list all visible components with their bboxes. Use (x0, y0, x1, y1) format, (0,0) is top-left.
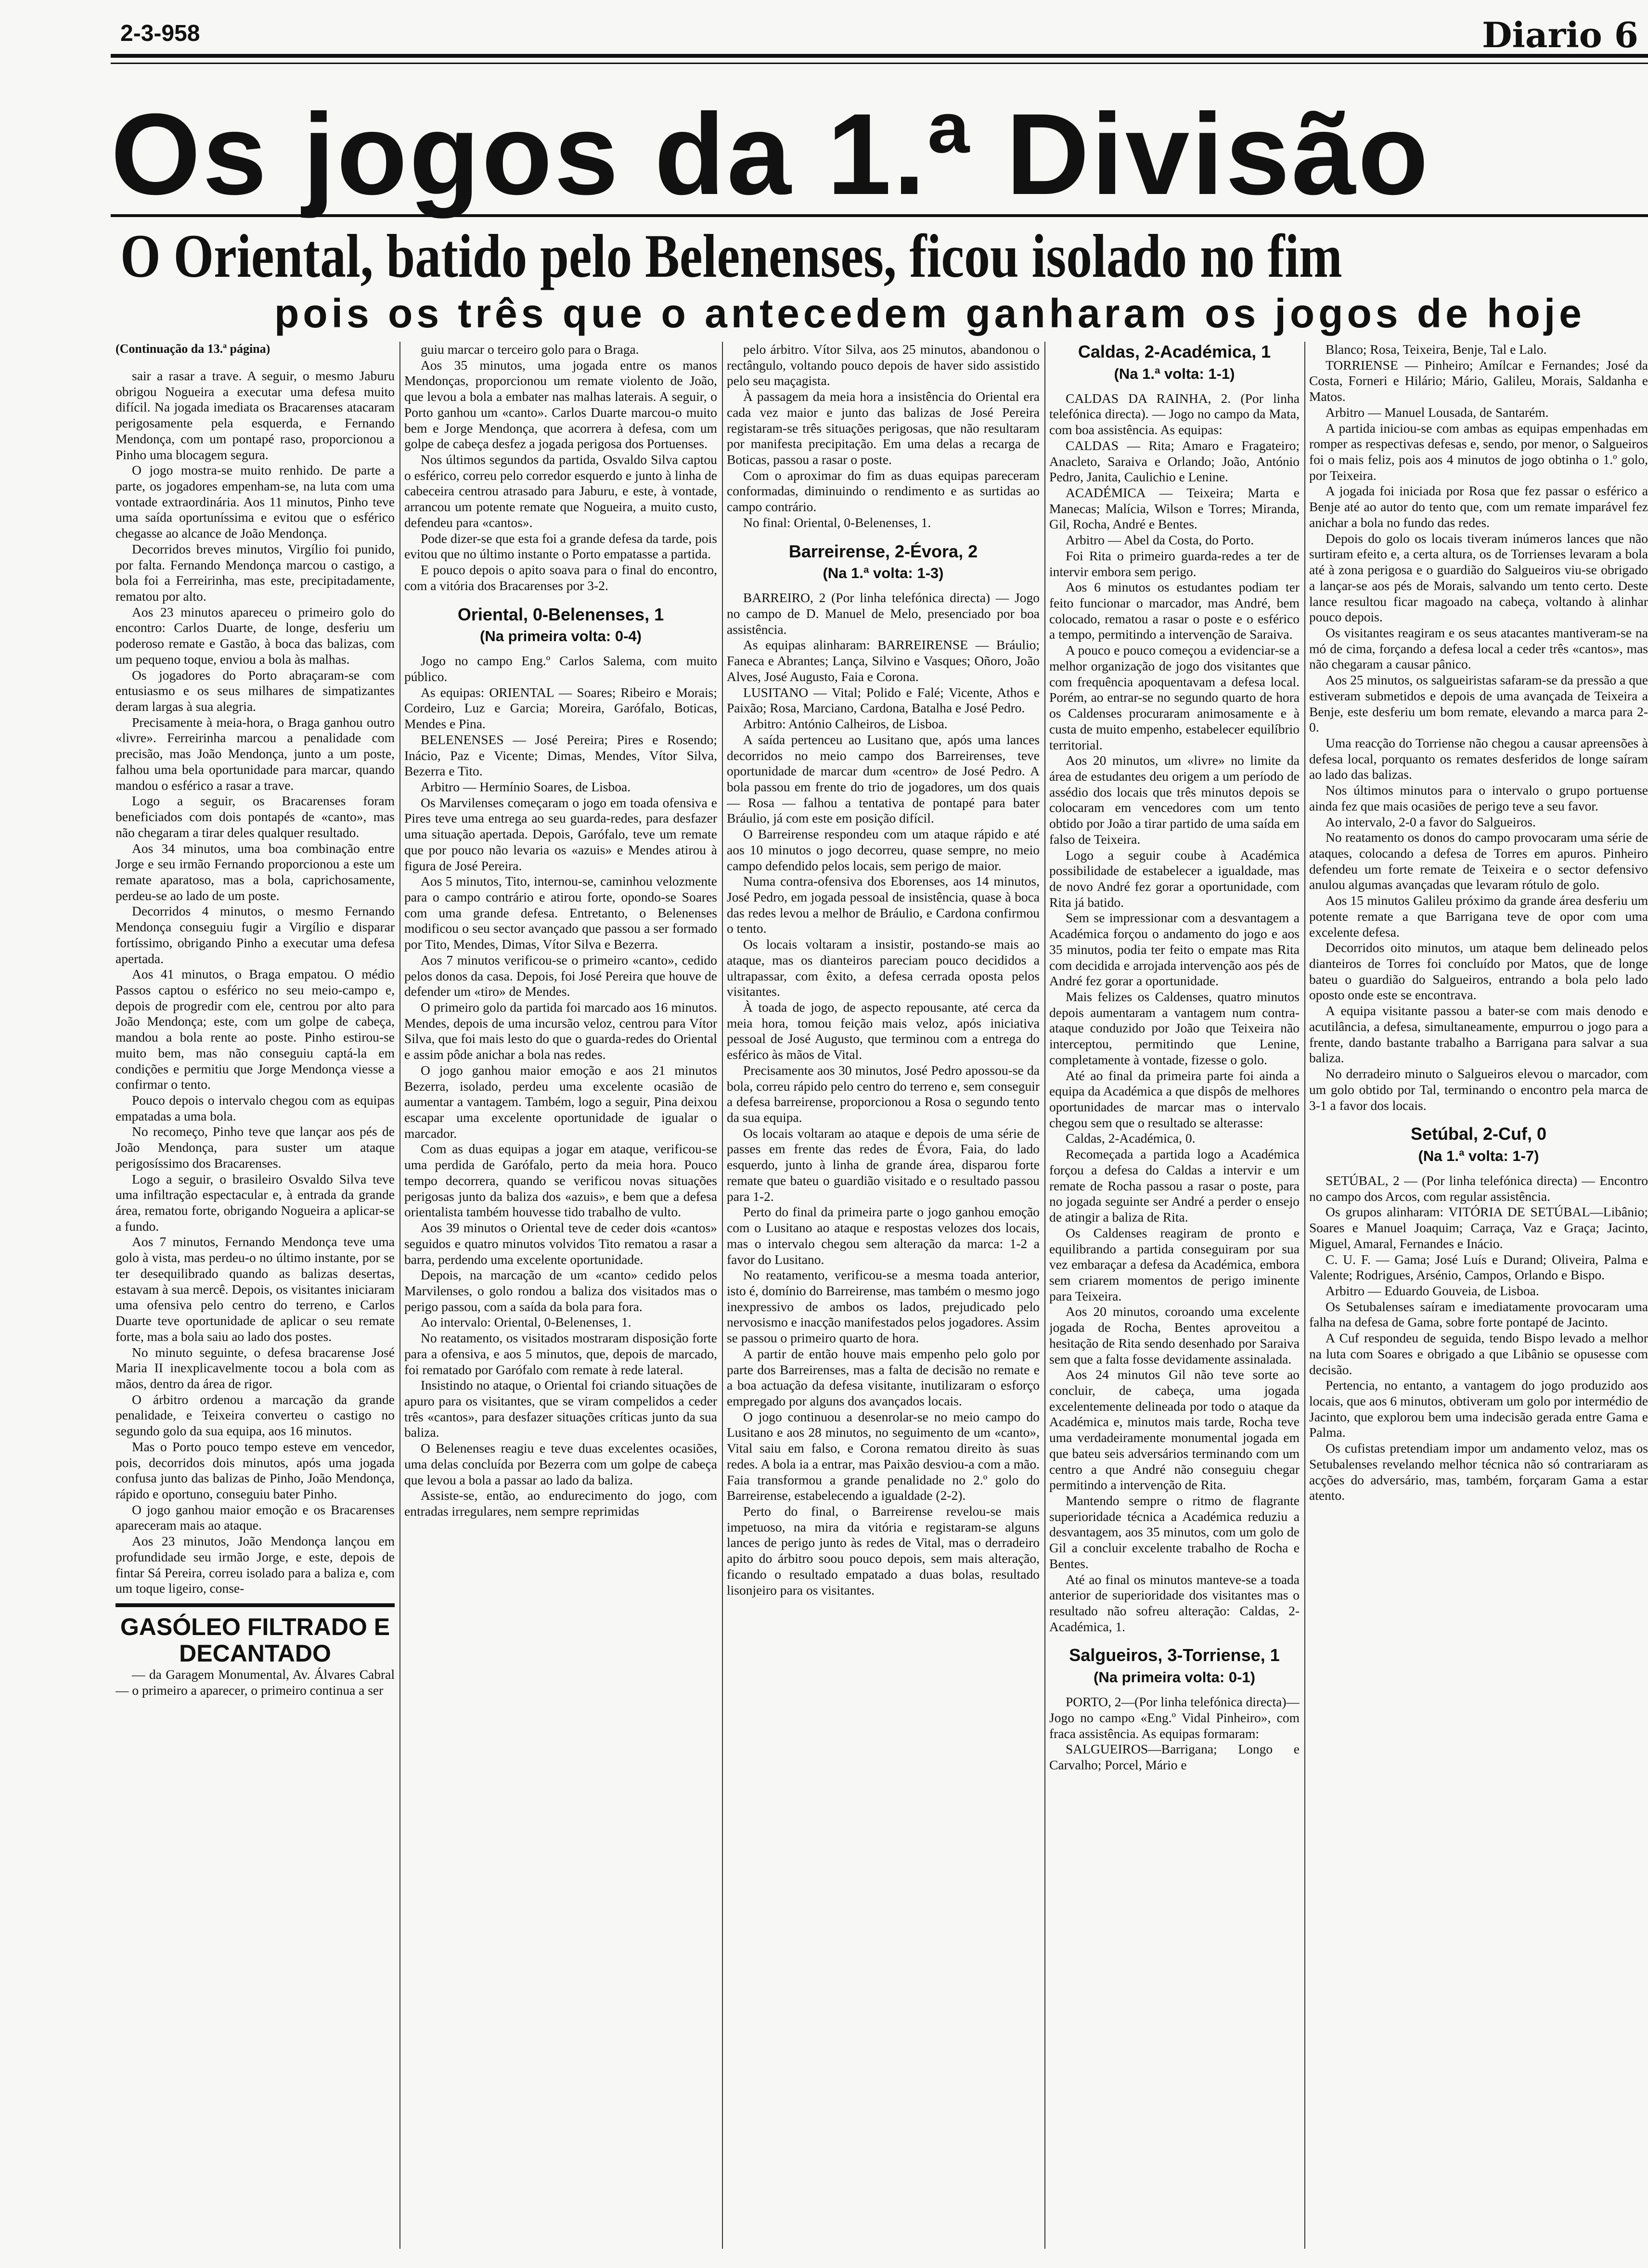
game-title: Barreirense, 2-Évora, 2 (788, 541, 978, 561)
paragraph: O Barreirense respondeu com um ataque rápido e até aos 10 minutos o jogo decorreu, quase sempre, no meio campo defendido pelos locais, sem perigo de maior. (727, 826, 1040, 873)
paragraph: Arbitro — Abel da Costa, do Porto. (1066, 532, 1254, 548)
column-divider (722, 342, 723, 2249)
paragraph: Aos 41 minutos, o Braga empatou. O médio Passos captou o esférico no seu meio-campo e, depois de progredir com ele, centrou por alto para João Mendonça; este, com um golpe de cabeça, mandou a bola rente ao poste. Pinho estirou-se muito bem, mas não conseguiu captá-la em condições e permitiu que Jorge Mendonça viesse a confirmar o tento. (116, 966, 395, 1092)
paragraph: Aos 35 minutos, uma jogada entre os manos Mendonças, proporcionou um remate violento de João, que levou a bola a embater nas malhas laterais. A seguir, o Porto ganhou um «canto». Carlos Duarte marcou-o muito bem e Jorge Mendonça, que acorrera à defesa, com um golpe de cabeça desfez a jogada perigosa dos Portuenses. (404, 357, 717, 451)
paragraph: CALDAS — Rita; Amaro e Fragateiro; Anacleto, Saraiva e Orlando; João, António Pedro, Janita, Caulichio e Lenine. (1049, 438, 1300, 485)
paragraph: Pode dizer-se que esta foi a grande defesa da tarde, pois evitou que no último instante o Porto empatasse a partida. (404, 530, 717, 562)
game-title: Oriental, 0-Belenenses, 1 (457, 604, 664, 624)
column-3 (727, 342, 1040, 2249)
header-rule (111, 54, 1648, 58)
paragraph: O Belenenses reagiu e teve duas excelentes ocasiões, uma delas concluída por Bezerra com um golpe de cabeça que levou a bola a passar ao lado da baliza. (404, 1441, 717, 1487)
paragraph: Decorridos breves minutos, Virgílio foi punido, por falta. Fernando Mendonça marcou o castigo, a bola foi a Ferreirinha, mas este, precipitadamente, rematou por alto. (116, 541, 395, 604)
paragraph: À passagem da meia hora a insistência do Oriental era cada vez maior e junto das balizas de José Pereira registaram-se três situações perigosas, que não resultaram por manifesta precipitação. Em uma delas a recarga de Boticas, passou a rasar o poste. (727, 389, 1040, 467)
paragraph: O árbitro ordenou a marcação da grande penalidade, e Teixeira converteu o castigo no segundo golo da sua equipa, aos 16 minutos. (116, 1392, 395, 1439)
paragraph: guiu marcar o terceiro golo para o Braga. (421, 342, 639, 357)
paragraph: Decorridos oito minutos, um ataque bem delineado pelos dianteiros de Torres foi concluído por Matos, que de longe bateu o guardião do Salgueiros, entrando a bola pelo lado oposto onde este se encontrava. (1309, 940, 1648, 1003)
paragraph: Nos últimos segundos da partida, Osvaldo Silva captou o esférico, correu pelo corredor esquerdo e junto à linha de cabeceira centrou atrasado para Jaburu, e este, à vontade, arrancou um potente remate que Nogueira, a muito custo, defendeu para «cantos». (404, 452, 717, 530)
header-rule-thin (111, 63, 1648, 64)
article-body (404, 653, 717, 1520)
paragraph: pelo árbitro. Vítor Silva, aos 25 minutos, abandonou o rectângulo, voltando pouco depois de haver sido assistido pelo seu maçagista. (727, 342, 1040, 388)
paragraph: No minuto seguinte, o defesa bracarense José Maria II inexplicavelmente tocou a bola com as mãos, dentro da área de rigor. (116, 1344, 395, 1391)
paragraph: Precisamente à meia-hora, o Braga ganhou outro «livre». Ferreirinha marcou a penalidade com precisão, mas João Mendonça, junto a um poste, falhou uma bela oportunidade para marcar, quando mandou o esférico a rasar a trave. (116, 714, 395, 793)
paragraph: Os grupos alinharam: VITÓRIA DE SETÚBAL—Libânio; Soares e Manuel Joaquim; Carraça, Vaz e Graça; Jacinto, Miguel, Amaral, Fernandes e Inácio. (1309, 1204, 1648, 1251)
paragraph: LUSITANO — Vital; Polido e Falé; Vicente, Athos e Paixão; Rosa, Marciano, Cardona, Batalha e José Pedro. (727, 684, 1040, 716)
paragraph: C. U. F. — Gama; José Luís e Durand; Oliveira, Palma e Valente; Rodrigues, Arsénio, Campos, Orlando e Bispo. (1309, 1251, 1648, 1283)
paragraph: SALGUEIROS—Barrigana; Longo e Carvalho; Porcel, Mário e (1049, 1741, 1300, 1773)
paragraph: Jogo no campo Eng.º Carlos Salema, com muito público. (404, 653, 717, 684)
paragraph: Aos 6 minutos os estudantes podiam ter feito funcionar o marcador, mas André, bem colocado, rematou a rasar o poste e o esférico a tempo, permitindo a intervenção de Saraiva. (1049, 580, 1300, 642)
paragraph: A Cuf respondeu de seguida, tendo Bispo levado a melhor na luta com Soares e obrigado a que Libânio se opusesse com decisão. (1309, 1330, 1648, 1377)
headline: Os jogos da 1.ª Divisão (111, 90, 1430, 219)
article-body (727, 342, 1040, 531)
paragraph: Mais felizes os Caldenses, quatro minutos depois aumentaram a vantagem num contra-ataque conduzido por João que Teixeira não interceptou, permitindo que Lenine, completamente à vontade, fizesse o golo. (1049, 989, 1300, 1067)
paragraph: Blanco; Rosa, Teixeira, Benje, Tal e Lalo. (1326, 342, 1547, 357)
paragraph: Aos 20 minutos, um «livre» no limite da área de estudantes deu origem a um período de assédio dos locais que três minutos depois se colocaram em vencedores com um tento obtido por João a tirar partido de uma saída em falso de Teixeira. (1049, 753, 1300, 847)
page-date: 2-3-958 (120, 21, 200, 46)
subheadline: O Oriental, batido pelo Belenenses, ficou isolado no fim (120, 222, 1342, 290)
paragraph: Aos 23 minutos, João Mendonça lançou em profundidade seu irmão Jorge, e este, depois de fintar Sá Pereira, correu isolado para a baliza e, com um toque ligeiro, conse- (116, 1533, 395, 1596)
paragraph: Arbitro — Hermínio Soares, de Lisboa. (421, 779, 631, 794)
column-divider (399, 342, 400, 2249)
paragraph: TORRIENSE — Pinheiro; Amílcar e Fernandes; José da Costa, Forneri e Hilário; Mário, Galileu, Morais, Saldanha e Matos. (1309, 357, 1648, 404)
paragraph: Caldas, 2-Académica, 0. (1066, 1131, 1196, 1146)
paragraph: A pouco e pouco começou a evidenciar-se a melhor organização de jogo dos visitantes que com frequência apoquentavam a defesa local. Porém, ao entrar-se no segundo quarto de hora os Caldenses procuraram animosamente e à custa de muito empenho, estabelecer equilíbrio territorial. (1049, 643, 1300, 752)
paragraph: Depois do golo os locais tiveram inúmeros lances que não surtiram efeito e, a certa altura, os de Torrienses levaram a bola até à zona perigosa e o guardião do Salgueiros viu-se obrigado a lançar-se aos pés de Morais, salvando um tento certo. Deste lance resultou ficar magoado na cabeça, voltando à alinhar pouco depois. (1309, 530, 1648, 625)
paragraph: Aos 7 minutos verificou-se o primeiro «canto», cedido pelos donos da casa. Depois, foi José Pereira que houve de defender um «tiro» de Mendes. (404, 952, 717, 999)
paragraph: Numa contra-ofensiva dos Eborenses, aos 14 minutos, José Pedro, em jogada pessoal de insistência, quase à boca das redes levou a melhor de Bráulio, e Cardona confirmou o tento. (727, 874, 1040, 936)
article-body (1049, 1694, 1300, 1773)
paragraph: Arbitro: António Calheiros, de Lisboa. (743, 716, 948, 732)
paragraph: E pouco depois o apito soava para o final do encontro, com a vitória dos Bracarenses por 3-2. (404, 562, 717, 593)
paragraph: Com as duas equipas a jogar em ataque, verificou-se uma perdida de Garófalo, perto da meia hora. Pouco tempo decorrera, quando se verificou novas situações perigosas junto da baliza dos «azuis», e bem que a defesa orientalista também houvesse tido trabalho de vulto. (404, 1141, 717, 1220)
paragraph: Assiste-se, então, ao endurecimento do jogo, com entradas irregulares, nem sempre reprimidas (404, 1488, 717, 1519)
paragraph: A jogada foi iniciada por Rosa que fez passar o esférico a Benje até ao autor do tento que, com um remate imparável fez anichar a bola no fundo das redes. (1309, 483, 1648, 530)
paragraph: Aos 39 minutos o Oriental teve de ceder dois «cantos» seguidos e quatro minutos volvidos Tito rematou a rasar a barra, perdendo uma excelente oportunidade. (404, 1220, 717, 1267)
paragraph: A equipa visitante passou a bater-se com mais denodo e acutilância, a defesa, simultaneamente, empurrou o jogo para a frente, dando bastante trabalho a Barrigana para salvar a sua baliza. (1309, 1003, 1648, 1066)
paragraph: PORTO, 2—(Por linha telefónica directa)—Jogo no campo «Eng.º Vidal Pinheiro», com fraca assistência. As equipas formaram: (1049, 1694, 1300, 1741)
advertisement-text: — da Garagem Monumental, Av. Álvares Cabral — o primeiro a aparecer, o primeiro continua a ser (116, 1667, 395, 1698)
paragraph: As equipas: ORIENTAL — Soares; Ribeiro e Morais; Cordeiro, Luz e Garcia; Moreira, Garófalo, Boticas, Mendes e Pina. (404, 684, 717, 732)
paragraph: Aos 7 minutos, Fernando Mendonça teve uma golo à vista, mas perdeu-o no último instante, por se ter desequilibrado quando as balizas desertas, estavam à sua mercê. Depois, os visitantes iniciaram uma ofensiva pelo centro do terreno, e Carlos Duarte teve oportunidade de aplicar o seu remate forte, mas a bola saiu ao lado dos postes. (116, 1234, 395, 1344)
newspaper-name: Diario 6 (1482, 14, 1638, 55)
paragraph: SETÚBAL, 2 — (Por linha telefónica directa) — Encontro no campo dos Arcos, com regular assistência. (1309, 1173, 1648, 1204)
paragraph: A partir de então houve mais empenho pelo golo por parte dos Barreirenses, mas a falta de decisão no remate e a boa actuação da defesa visitante, inutilizaram o esforço empregado por alguns dos avançados locais. (727, 1346, 1040, 1408)
paragraph: No reatamento, verificou-se a mesma toada anterior, isto é, domínio do Barreirense, mas também o mesmo jogo inexpressivo de ambos os lados, prejudicado pelo nervosismo e inacção manifestados pelos jogadores. Assim se passou o primeiro quarto de hora. (727, 1267, 1040, 1346)
paragraph: A saída pertenceu ao Lusitano que, após uma lances decorridos no meio campo dos Barreirenses, teve oportunidade de marcar dum «centro» de José Pedro. A bola passou em frente do trio de jogadores, um dos quais — Rosa — falhou a tentativa de pontapé para bater Bráulio, já com este em posição difícil. (727, 732, 1040, 826)
paragraph: Até ao final os minutos manteve-se a toada anterior de superioridade dos visitantes mas o resultado não sofreu alteração: Caldas, 2-Académica, 1. (1049, 1572, 1300, 1634)
paragraph: Aos 25 minutos, os salgueiristas safaram-se da pressão a que estiveram submetidos e depois de uma avançada de Teixeira a Benje, este desferiu um bom remate, elevando a marca para 2-0. (1309, 672, 1648, 735)
game-first-leg: (Na primeira volta: 0-4) (480, 628, 642, 645)
article-body (1309, 1173, 1648, 1504)
game-first-leg: (Na 1.ª volta: 1-1) (1114, 365, 1235, 382)
paragraph: Foi Rita o primeiro guarda-redes a ter de intervir embora sem perigo. (1049, 548, 1300, 579)
subheadline-secondary: pois os três que o antecedem ganharam os jogos de hoje (274, 291, 1585, 336)
paragraph: CALDAS DA RAINHA, 2. (Por linha telefónica directa). — Jogo no campo da Mata, com boa assistência. As equipas: (1049, 390, 1300, 438)
game-first-leg: (Na 1.ª volta: 1-7) (1418, 1147, 1539, 1165)
paragraph: Os locais voltaram ao ataque e depois de uma série de passes em frente das redes de Évora, Faia, do lado esquerdo, junto à linha de grande área, disparou forte remate que bateu o guardião visitado e o resultado passou para 1-2. (727, 1125, 1040, 1204)
paragraph: Pertencia, no entanto, a vantagem do jogo produzido aos locais, que aos 6 minutos, obtiveram um golo por intermédio de Jacinto, que explorou bem uma indecisão gerada entre Gama e Palma. (1309, 1378, 1648, 1440)
paragraph: Perto do final, o Barreirense revelou-se mais impetuoso, na mira da vitória e registaram-se alguns lances de perigo junto às redes de Vital, mas o derradeiro apito do árbitro soou pouco depois, sem mais alteração, ficando o resultado empatado a duas bolas, resultado lisonjeiro para os visitantes. (727, 1504, 1040, 1598)
article-body (116, 368, 395, 1597)
paragraph: Uma reacção do Torriense não chegou a causar apreensões à defesa local, porquanto os remates desferidos de longe saíram ao lado das balizas. (1309, 735, 1648, 782)
paragraph: Ao intervalo: Oriental, 0-Belenenses, 1. (421, 1314, 631, 1330)
paragraph: Os Caldenses reagiram de pronto e equilibrando a partida conseguiram por sua vez embaraçar a defesa da Académica, embora sem criarem momentos de perigo iminente para Teixeira. (1049, 1225, 1300, 1303)
paragraph: Aos 5 minutos, Tito, internou-se, caminhou velozmente para o campo contrário e atirou forte, opondo-se Soares com uma grande defesa. Entretanto, o Belenenses modificou o seu sector avançado que passou a ser formado por Tito, Mendes, Dimas, Vítor Silva e Bezerra. (404, 874, 717, 952)
paragraph: BELENENSES — José Pereira; Pires e Rosendo; Inácio, Paz e Vicente; Dimas, Mendes, Vítor Silva, Bezerra e Tito. (404, 732, 717, 779)
article-body (727, 590, 1040, 1598)
paragraph: Mas o Porto pouco tempo esteve em vencedor, pois, decorridos dois minutos, após uma jogada confusa junto das balizas de Pinho, João Mendonça, rápido e oportuno, conseguiu bater Pinho. (116, 1439, 395, 1501)
paragraph: No reatamento, os visitados mostraram disposição forte para a ofensiva, e aos 5 minutos, que, depois de marcado, foi rematado por Garófalo com remate à rede lateral. (404, 1330, 717, 1377)
paragraph: BARREIRO, 2 (Por linha telefónica directa) — Jogo no campo de D. Manuel de Melo, presenciado por boa assistência. (727, 590, 1040, 637)
paragraph: Recomeçada a partida logo a Académica forçou a defesa do Caldas a intervir e um remate de Rocha passou a rasar o poste, para no jogada seguinte ser André a perder o ensejo de atingir a baliza de Rita. (1049, 1147, 1300, 1225)
column-5 (1309, 342, 1648, 2249)
paragraph: A partida iniciou-se com ambas as equipas empenhadas em romper as respectivas defesas e, sendo, por menor, o Salgueiros foi o mais feliz, pois aos 4 minutos de jogo obtinha o 1.º golo, por Teixeira. (1309, 420, 1648, 483)
paragraph: Nos últimos minutos para o intervalo o grupo portuense ainda fez que mais ocasiões de perigo teve a seu favor. (1309, 783, 1648, 813)
paragraph: ACADÉMICA — Teixeira; Marta e Manecas; Malícia, Wilson e Torres; Miranda, Gil, Rocha, André e Bentes. (1049, 485, 1300, 532)
article-body (404, 342, 717, 594)
paragraph: Até ao final da primeira parte foi ainda a equipa da Académica a que dispôs de melhores oportunidades de marcar mas o intervalo chegou sem que o resultado se alterasse: (1049, 1068, 1300, 1130)
paragraph: O jogo ganhou maior emoção e os Bracarenses apareceram mais ao ataque. (116, 1502, 395, 1533)
article-body (1049, 391, 1300, 1635)
paragraph: No recomeço, Pinho teve que lançar aos pés de João Mendonça, para suster um ataque perigosíssimo dos Bracarenses. (116, 1124, 395, 1171)
paragraph: Pouco depois o intervalo chegou com as equipas empatadas a uma bola. (116, 1093, 395, 1123)
paragraph: Aos 15 minutos Galileu próximo da grande área desferiu um potente remate a que Barrigana teve de opor com uma excelente defesa. (1309, 893, 1648, 940)
paragraph: Sem se impressionar com a desvantagem a Académica forçou o andamento do jogo e aos 35 minutos, podia ter feito o empate mas Rita com decidida e arrojada intervenção aos pés de André fez gorar a oportunidade. (1049, 910, 1300, 989)
paragraph: O primeiro golo da partida foi marcado aos 16 minutos. Mendes, depois de uma incursão veloz, centrou para Vítor Silva, que foi mais lesto do que o guarda-redes do Oriental e assim pôde anichar a bola nas redes. (404, 1000, 717, 1062)
paragraph: Mantendo sempre o ritmo de flagrante superioridade técnica a Académica reduziu a desvantagem, aos 35 minutos, com um golo de Gil a concluir excelente trabalho de Rocha e Bentes. (1049, 1493, 1300, 1571)
paragraph: O jogo continuou a desenrolar-se no meio campo do Lusitano e aos 28 minutos, no seguimento de um «canto», Vital saiu em falso, e Corona rematou direito às suas redes. A bola ia a entrar, mas Paixão desviou-a com a mão. Faia transformou a grande penalidade no 2.º golo do Barreirense, estabelecendo a igualdade (2-2). (727, 1409, 1040, 1503)
paragraph: Os Setubalenses saíram e imediatamente provocaram uma falha na defesa de Gama, sobre forte pontapé de Jacinto. (1309, 1299, 1648, 1330)
paragraph: Os jogadores do Porto abraçaram-se com entusiasmo e os seus milhares de simpatizantes deram largas à sua alegria. (116, 667, 395, 714)
paragraph: À toada de jogo, de aspecto repousante, até cerca da meia hora, tomou feição mais veloz, após iniciativa pessoal de José Augusto, que terminou com a entrega do esférico às mãos de Vital. (727, 1000, 1040, 1062)
game-first-leg: (Na 1.ª volta: 1-3) (823, 565, 944, 582)
article-body (1309, 342, 1648, 1113)
paragraph: No derradeiro minuto o Salgueiros elevou o marcador, com um golo obtido por Tal, terminando o encontro pela marca de 3-1 a favor dos locais. (1309, 1066, 1648, 1113)
paragraph: Ao intervalo, 2-0 a favor do Salgueiros. (1326, 814, 1536, 829)
column-1 (116, 342, 395, 2249)
paragraph: Aos 20 minutos, coroando uma excelente jogada de Rocha, Bentes aproveitou a hesitação de Rita sendo desenhado por Saraiva sem que a falta fosse devidamente assinalada. (1049, 1304, 1300, 1366)
paragraph: Os Marvilenses começaram o jogo em toada ofensiva e Pires teve uma entrega ao seu guarda-redes, para desfazer uma situação apertada. Depois, Garófalo, teve um remate que por pouco não levaria os «azuis» e Mendes atirou à figura de José Pereira. (404, 795, 717, 873)
game-title: Salgueiros, 3-Torriense, 1 (1069, 1645, 1280, 1665)
game-first-leg: (Na primeira volta: 0-1) (1094, 1669, 1255, 1686)
column-divider (1044, 342, 1045, 2249)
paragraph: Perto do final da primeira parte o jogo ganhou emoção com o Lusitano ao ataque e respostas velozes dos locais, mas o intervalo chegou sem alteração da marca: 1-2 a favor do Lusitano. (727, 1204, 1040, 1267)
paragraph: Aos 34 minutos, uma boa combinação entre Jorge e seu irmão Fernando proporcionou a este um remate aparatoso, mas a bola, caprichosamente, perdeu-se ao lado de um poste. (116, 840, 395, 903)
paragraph: Com o aproximar do fim as duas equipas pareceram conformadas, diminuindo o rendimento e as surtidas ao campo contrário. (727, 467, 1040, 515)
paragraph: Arbitro — Manuel Lousada, de Santarém. (1326, 404, 1549, 420)
paragraph: Depois, na marcação de um «canto» cedido pelos Marvilenses, o golo rondou a baliza dos visitados mas o perigo passou, com a saída da bola para fora. (404, 1267, 717, 1314)
paragraph: As equipas alinharam: BARREIRENSE — Bráulio; Faneca e Abrantes; Lança, Silvino e Vasques; Oñoro, João Alves, José Augusto, Faia e Corona. (727, 637, 1040, 684)
column-2 (404, 342, 717, 2249)
paragraph: Insistindo no ataque, o Oriental foi criando situações de apuro para os visitantes, que se viram compelidos a ceder três «cantos», para desfazer situações críticas junto da sua baliza. (404, 1378, 717, 1440)
paragraph: Aos 23 minutos apareceu o primeiro golo do encontro: Carlos Duarte, de longe, desferiu um poderoso remate e Gastão, à boca das balizas, com um pequeno toque, enviou a bola às malhas. (116, 604, 395, 667)
paragraph: Arbitro — Eduardo Gouveia, de Lisboa. (1326, 1283, 1539, 1298)
column-4 (1049, 342, 1300, 2249)
paragraph: Logo a seguir, os Bracarenses foram beneficiados com dois pontapés de «canto», mas não chegaram a tirar deles qualquer resultado. (116, 793, 395, 840)
paragraph: Logo a seguir, o brasileiro Osvaldo Silva teve uma infiltração espectacular e, à entrada da grande área, rematou forte, obrigando Nogueira a aplicar-se a fundo. (116, 1171, 395, 1234)
headline-rule (111, 214, 1648, 217)
game-title: Caldas, 2-Académica, 1 (1078, 342, 1271, 361)
paragraph: No reatamento os donos do campo provocaram uma série de ataques, colocando a defesa de Torres em apuros. Pinheiro defendeu um forte remate de Teixeira e o sector defensivo anulou algumas avançadas que levaram rótulo de golo. (1309, 830, 1648, 892)
paragraph: Os locais voltaram a insistir, postando-se mais ao ataque, mas os dianteiros pareciam pouco decididos a ultrapassar, com êxito, a defesa cerrada oposta pelos visitantes. (727, 937, 1040, 999)
paragraph: Precisamente aos 30 minutos, José Pedro apossou-se da bola, correu rápido pelo centro do terreno e, sem conseguir a defesa barreirense, proporcionou a Rosa o segundo tento da sua equipa. (727, 1062, 1040, 1125)
paragraph: Os cufistas pretendiam impor um andamento veloz, mas os Setubalenses revelando melhor técnica não só contrariaram as acções do adversário, mas, também, forçaram Gama a estar atento. (1309, 1441, 1648, 1503)
paragraph: sair a rasar a trave. A seguir, o mesmo Jaburu obrigou Nogueira a executar uma defesa muito difícil. Na jogada imediata os Bracarenses atacaram perigosamente pela esquerda, e Fernando Mendonça, com um pontapé raso, proporcionou a Pinho uma blocagem segura. (116, 368, 395, 462)
paragraph: Aos 24 minutos Gil não teve sorte ao concluir, de cabeça, uma jogada excelentemente delineada por todo o ataque da Académica e, minutos mais tarde, Rocha teve uma verdadeiramente monumental jogada em que bateu seis adversários terminando com um centro a que André não conseguiu chegar permitindo a intervenção de Rita. (1049, 1367, 1300, 1493)
paragraph: Os visitantes reagiram e os seus atacantes mantiveram-se na mó de cima, forçando a defesa local a ceder três «cantos», mas não chegaram a causar pânico. (1309, 625, 1648, 672)
column-divider (1304, 342, 1305, 2249)
paragraph: No final: Oriental, 0-Belenenses, 1. (743, 515, 931, 530)
game-title: Setúbal, 2-Cuf, 0 (1410, 1124, 1547, 1144)
paragraph: O jogo mostra-se muito renhido. De parte a parte, os jogadores empenham-se, na luta com uma vontade extraordinária. Aos 11 minutos, Pinho teve uma saída oportuníssima e evitou que o esférico chegasse ao alcance de João Mendonça. (116, 463, 395, 541)
paragraph: O jogo ganhou maior emoção e aos 21 minutos Bezerra, isolado, perdeu uma excelente ocasião de aumentar a vantagem. Também, logo a seguir, Pina deixou escapar uma excelente oportunidade de igualar o marcador. (404, 1062, 717, 1141)
continuation-note: (Continuação da 13.ª página) (116, 342, 270, 356)
paragraph: Logo a seguir coube à Académica possibilidade de estabelecer a igualdade, mas de novo André fez gorar a oportunidade, com Rita já batido. (1049, 847, 1300, 910)
advertisement-title: GASÓLEO FILTRADO E DECANTADO (116, 1603, 395, 1667)
paragraph: Decorridos 4 minutos, o mesmo Fernando Mendonça conseguiu fugir a Virgílio e disparar fortíssimo, obrigando Pinho a executar uma defesa apertada. (116, 903, 395, 966)
